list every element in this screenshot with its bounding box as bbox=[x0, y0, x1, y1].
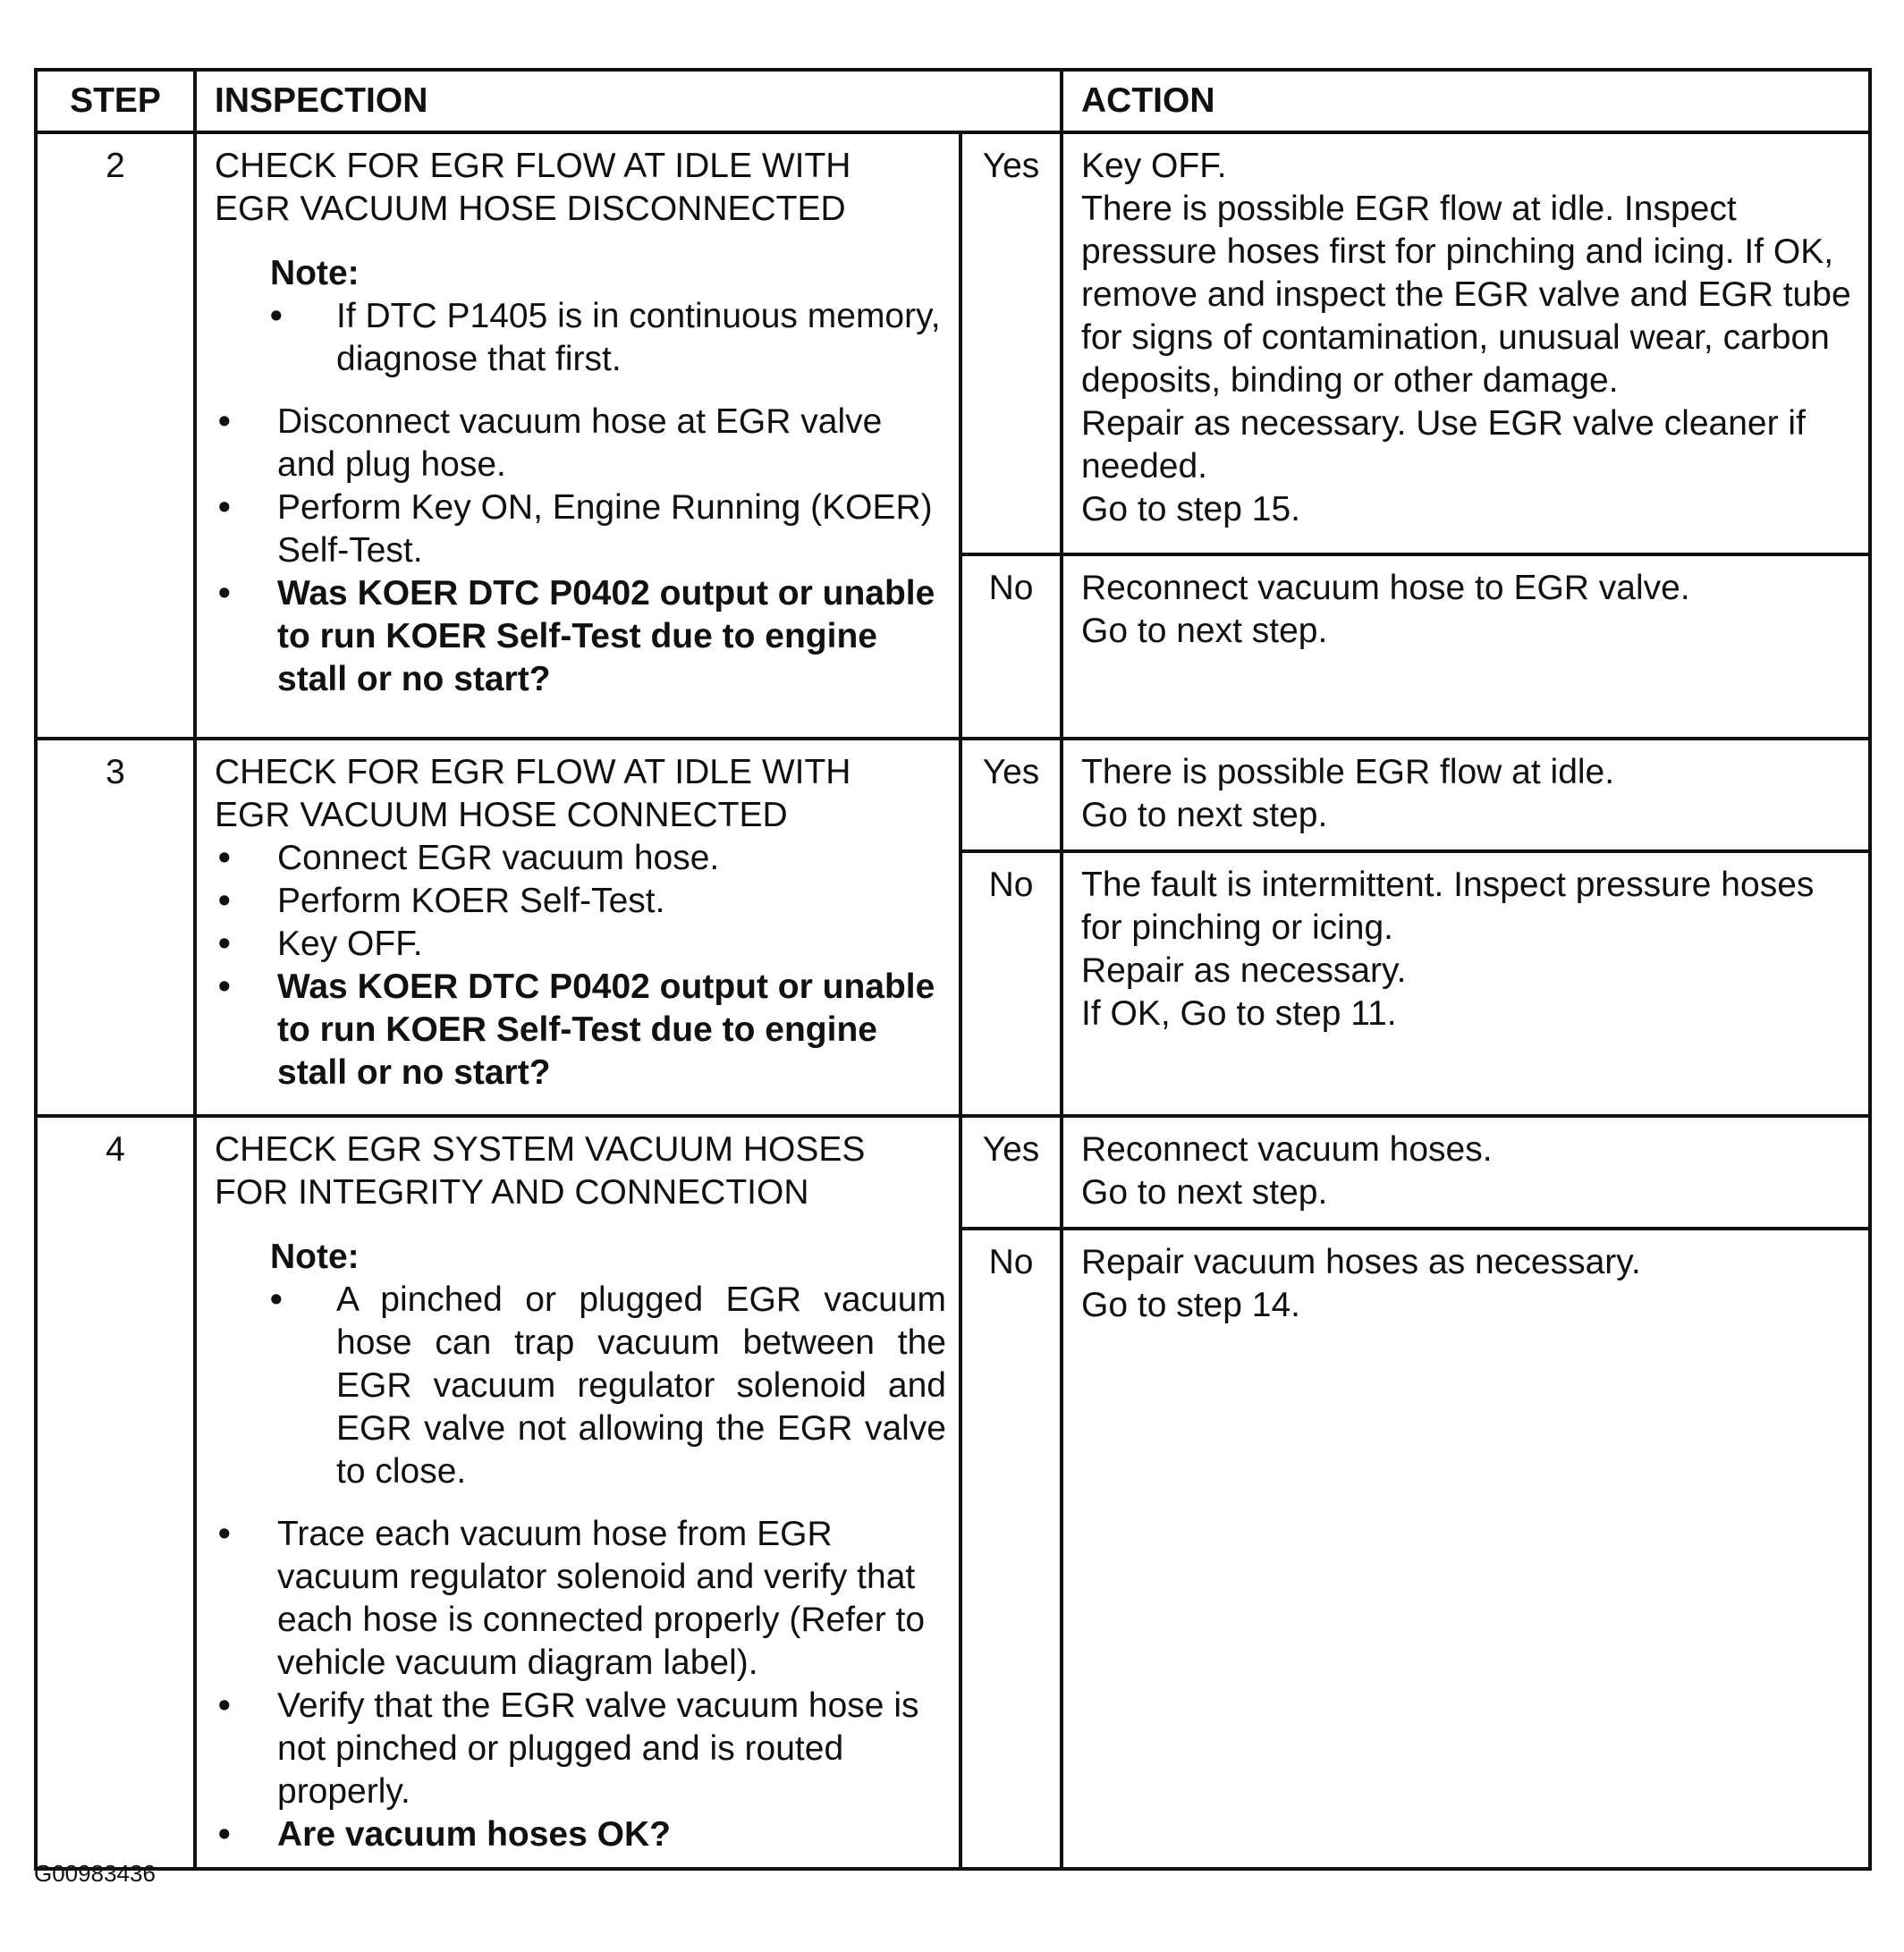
action-line: The fault is intermittent. Inspect pressure hoses for pinching or icing. bbox=[1081, 866, 1815, 947]
action-line: Repair vacuum hoses as necessary. bbox=[1081, 1243, 1641, 1281]
action-line: Reconnect vacuum hoses. bbox=[1081, 1130, 1493, 1169]
action-no bbox=[1062, 851, 1870, 1116]
inspection-title: CHECK EGR SYSTEM VACUUM HOSES bbox=[215, 1130, 866, 1169]
answer-no: No bbox=[960, 851, 1062, 1116]
answer-yes: Yes bbox=[960, 132, 1062, 554]
action-yes bbox=[1062, 739, 1870, 851]
inspection-cell bbox=[195, 132, 960, 739]
inspection-bullet: • Trace each vacuum hose from EGR vacuum regulator solenoid and verify that each hose is connected properly (Refer to vehicle vacuum diagram label). bbox=[215, 1513, 946, 1685]
action-line: Go to next step. bbox=[1081, 1173, 1328, 1212]
diagnostic-table bbox=[34, 68, 1872, 1871]
action-line: Go to step 14. bbox=[1081, 1286, 1300, 1324]
inspection-title: FOR INTEGRITY AND CONNECTION bbox=[215, 1173, 809, 1212]
note-list bbox=[215, 1279, 946, 1493]
inspection-header: INSPECTION bbox=[195, 70, 1062, 132]
header-row bbox=[36, 70, 1870, 132]
answer-no: No bbox=[960, 1229, 1062, 1869]
action-line: Key OFF. bbox=[1081, 147, 1227, 185]
action-yes bbox=[1062, 1116, 1870, 1229]
action-line: Go to step 15. bbox=[1081, 490, 1300, 528]
inspection-bullet: • Verify that the EGR valve vacuum hose is not pinched or plugged and is routed properly. bbox=[215, 1685, 946, 1813]
inspection-bullets bbox=[215, 1513, 946, 1856]
note-item: • A pinched or plugged EGR vacuum hose can trap vacuum between the EGR vacuum regulator solenoid and EGR valve not allowing the EGR valve to close. bbox=[270, 1279, 946, 1493]
note-label: Note: bbox=[270, 1238, 360, 1276]
action-line: If OK, Go to step 11. bbox=[1081, 994, 1397, 1033]
inspection-question: • Are vacuum hoses OK? bbox=[215, 1813, 946, 1856]
action-line: Reconnect vacuum hose to EGR valve. bbox=[1081, 569, 1690, 607]
inspection-title: CHECK FOR EGR FLOW AT IDLE WITH bbox=[215, 147, 851, 185]
action-yes bbox=[1062, 132, 1870, 554]
inspection-bullet: • Disconnect vacuum hose at EGR valve and plug hose. bbox=[215, 401, 946, 486]
action-no bbox=[1062, 1229, 1870, 1869]
answer-no: No bbox=[960, 554, 1062, 739]
inspection-cell bbox=[195, 1116, 960, 1869]
inspection-title: CHECK FOR EGR FLOW AT IDLE WITH bbox=[215, 753, 851, 791]
table-row bbox=[36, 739, 1870, 851]
note-label: Note: bbox=[270, 254, 360, 292]
figure-id: G00983436 bbox=[34, 1860, 156, 1887]
note-list bbox=[215, 295, 946, 381]
inspection-bullet: • Key OFF. bbox=[215, 923, 946, 966]
diagnostic-sheet bbox=[34, 68, 1868, 1871]
step-number: 3 bbox=[36, 739, 195, 1116]
action-line: Repair as necessary. Use EGR valve cleaner if needed. bbox=[1081, 404, 1806, 486]
inspection-question: • Was KOER DTC P0402 output or unable to run KOER Self-Test due to engine stall or no start? bbox=[215, 966, 946, 1094]
step-number: 2 bbox=[36, 132, 195, 739]
action-line: Go to next step. bbox=[1081, 796, 1328, 834]
note-item: • If DTC P1405 is in continuous memory, diagnose that first. bbox=[270, 295, 946, 381]
action-line: Go to next step. bbox=[1081, 612, 1328, 650]
inspection-cell bbox=[195, 739, 960, 1116]
action-line: Repair as necessary. bbox=[1081, 951, 1407, 990]
action-line: There is possible EGR flow at idle. bbox=[1081, 753, 1615, 791]
action-line: There is possible EGR flow at idle. Inspect pressure hoses first for pinching and icing. If OK, remove and inspect the EGR valve and EGR tube for signs of contamination, unusual wear, carbon deposits, binding or other damage. bbox=[1081, 190, 1851, 400]
action-no bbox=[1062, 554, 1870, 739]
answer-yes: Yes bbox=[960, 1116, 1062, 1229]
table-row bbox=[36, 132, 1870, 554]
table-row bbox=[36, 1116, 1870, 1229]
answer-yes: Yes bbox=[960, 739, 1062, 851]
inspection-bullets bbox=[215, 401, 946, 701]
inspection-question: • Was KOER DTC P0402 output or unable to run KOER Self-Test due to engine stall or no start? bbox=[215, 572, 946, 701]
action-header: ACTION bbox=[1062, 70, 1870, 132]
inspection-bullet: • Perform KOER Self-Test. bbox=[215, 880, 946, 923]
inspection-bullets bbox=[215, 837, 946, 1094]
inspection-title: EGR VACUUM HOSE DISCONNECTED bbox=[215, 190, 846, 228]
inspection-bullet: • Perform Key ON, Engine Running (KOER) Self-Test. bbox=[215, 486, 946, 572]
inspection-bullet: • Connect EGR vacuum hose. bbox=[215, 837, 946, 880]
step-number: 4 bbox=[36, 1116, 195, 1869]
inspection-title: EGR VACUUM HOSE CONNECTED bbox=[215, 796, 788, 834]
step-header: STEP bbox=[36, 70, 195, 132]
